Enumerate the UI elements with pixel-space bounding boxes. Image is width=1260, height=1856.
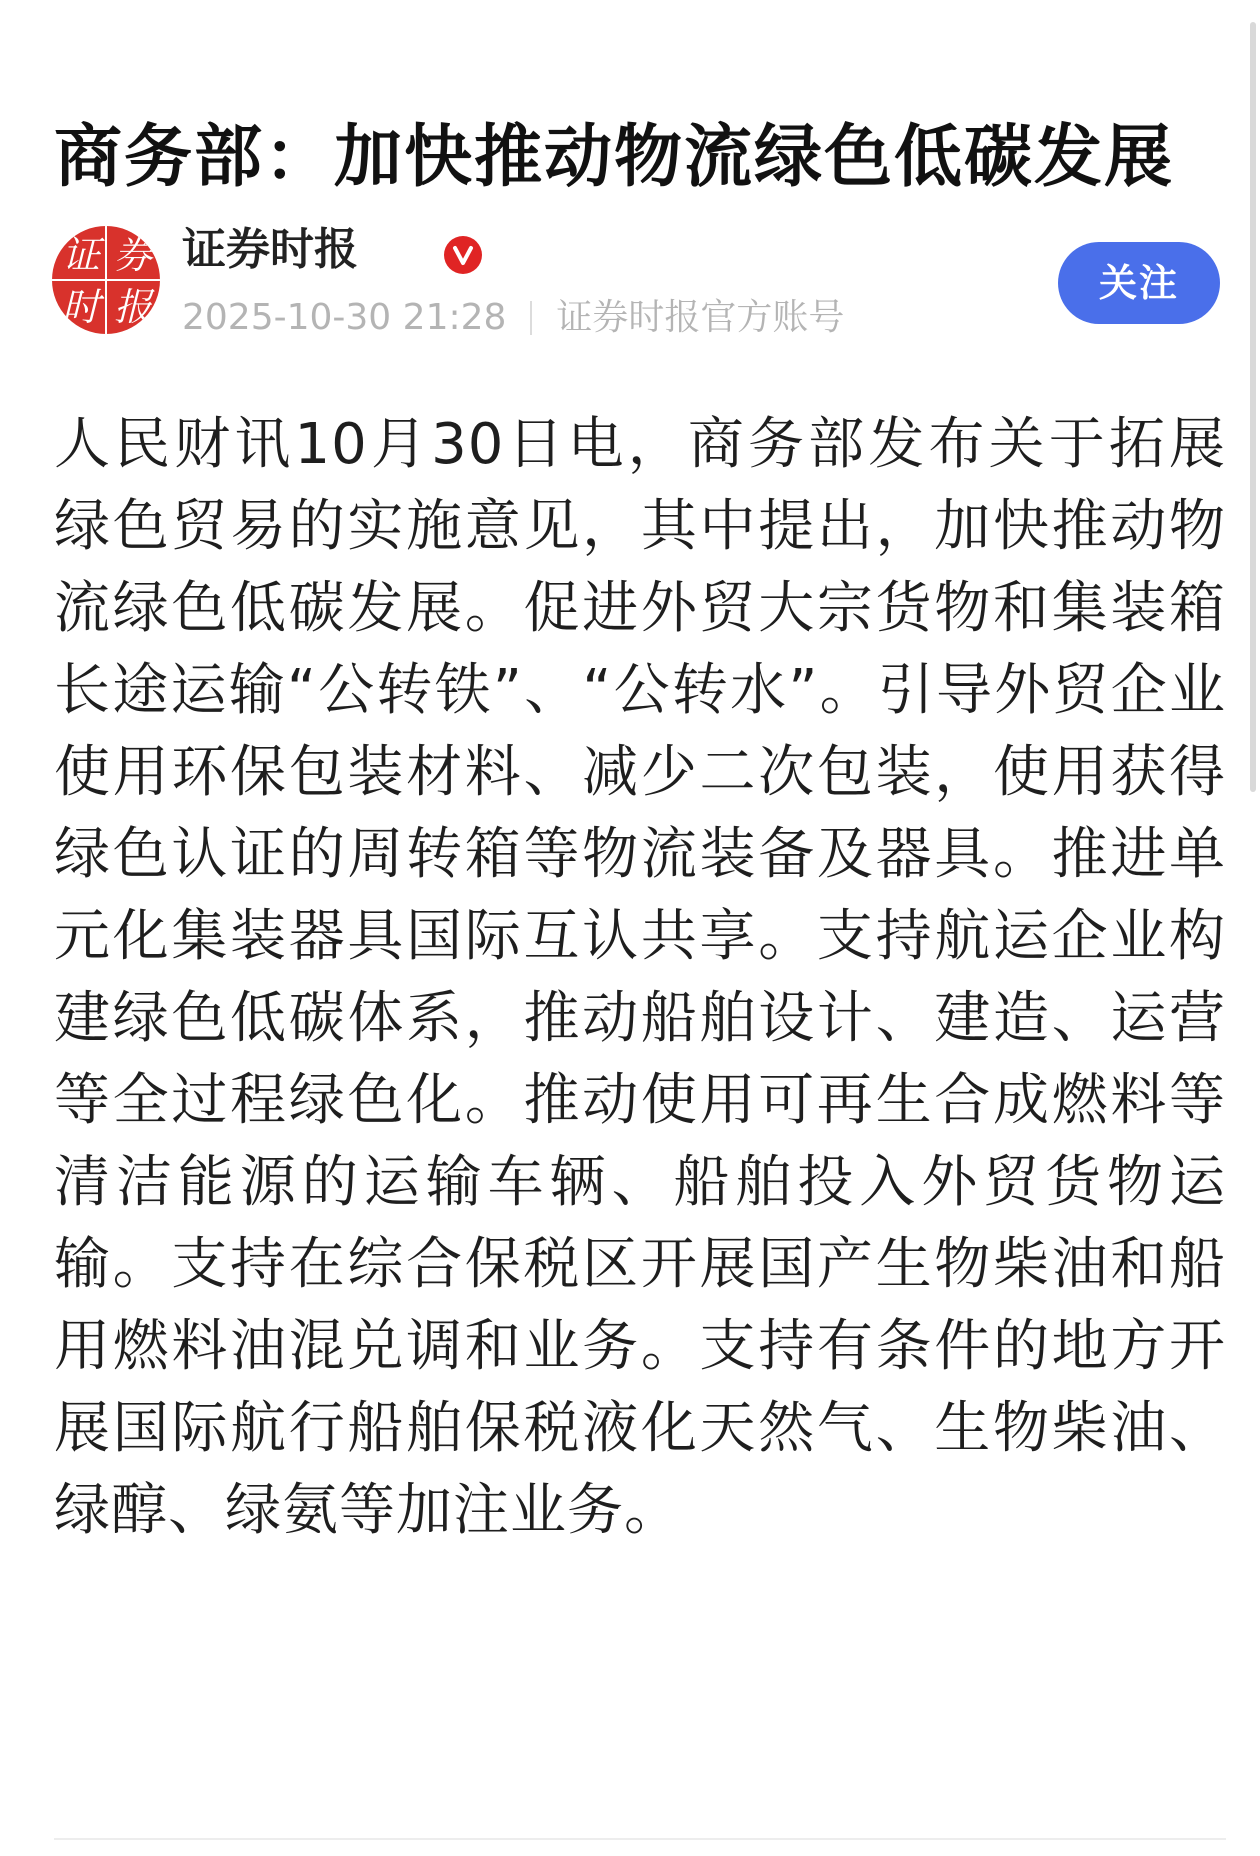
article-body <box>54 404 1226 1552</box>
follow-button[interactable]: 关注 <box>1058 242 1220 324</box>
publish-timestamp: 2025-10-30 21:28 <box>182 297 507 338</box>
account-type-label: 证券时报官方账号 <box>556 297 845 338</box>
body-line: 人民财讯10月30日电，商务部发布关于拓展 <box>54 412 1226 477</box>
body-line: 流绿色低碳发展。促进外贸大宗货物和集装箱 <box>54 576 1226 641</box>
verified-badge-icon <box>444 236 482 274</box>
avatar-char: 证 <box>61 233 100 277</box>
body-line: 绿色认证的周转箱等物流装备及器具。推进单 <box>54 822 1226 887</box>
avatar-char: 时 <box>61 285 100 329</box>
body-line: 元化集装器具国际互认共享。支持航运企业构 <box>54 904 1226 969</box>
avatar-char: 报 <box>113 285 152 329</box>
meta-separator <box>530 301 532 335</box>
body-line: 使用环保包装材料、减少二次包装，使用获得 <box>54 740 1226 805</box>
body-line: 展国际航行船舶保税液化天然气、生物柴油、 <box>54 1396 1226 1461</box>
body-line: 长途运输“公转铁”、“公转水”。引导外贸企业 <box>54 658 1226 723</box>
article-meta <box>182 294 844 342</box>
content-divider <box>54 1838 1226 1840</box>
scrollbar[interactable] <box>1250 22 1256 792</box>
article-title: 商务部：加快推动物流绿色低碳发展 <box>54 117 1175 197</box>
body-line: 绿醇、绿氨等加注业务。 <box>54 1478 681 1543</box>
verified-check-icon <box>450 242 476 268</box>
body-line: 用燃料油混兑调和业务。支持有条件的地方开 <box>54 1314 1226 1379</box>
author-name[interactable]: 证券时报 <box>182 224 358 275</box>
body-line: 输。支持在综合保税区开展国产生物柴油和船 <box>54 1232 1226 1297</box>
author-avatar[interactable] <box>52 226 160 334</box>
body-line: 建绿色低碳体系，推动船舶设计、建造、运营 <box>54 986 1226 1051</box>
avatar-char: 券 <box>113 233 152 277</box>
body-line: 清洁能源的运输车辆、船舶投入外贸货物运 <box>54 1150 1226 1215</box>
author-row <box>52 222 1222 342</box>
body-line: 等全过程绿色化。推动使用可再生合成燃料等 <box>54 1068 1226 1133</box>
body-line: 绿色贸易的实施意见，其中提出，加快推动物 <box>54 494 1226 559</box>
